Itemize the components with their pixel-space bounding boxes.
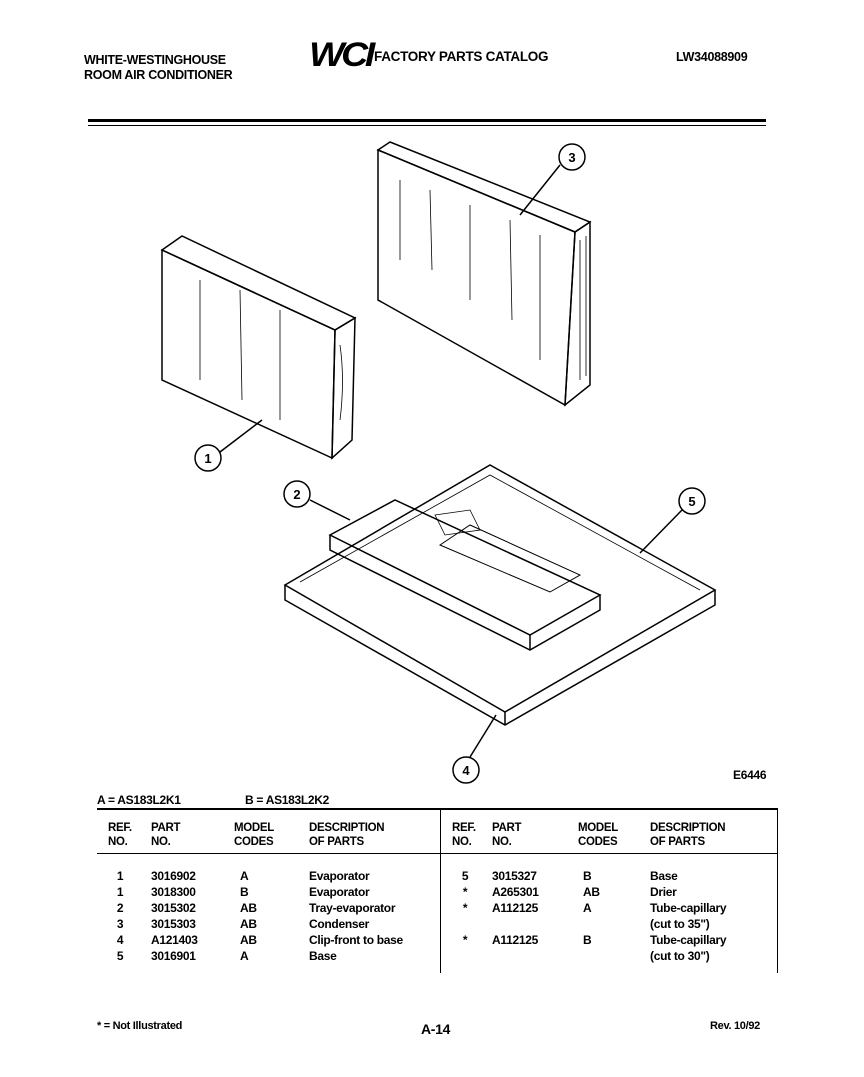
ref-no: 4 (116, 933, 124, 947)
header-ref-right: REF. NO. (452, 822, 476, 848)
ref-no: 5 (461, 869, 469, 883)
part-no: 3015302 (151, 901, 196, 915)
model-code: AB (240, 901, 257, 915)
header-model-right: MODEL CODES (578, 822, 619, 848)
header-model-left: MODEL CODES (234, 822, 275, 848)
description-cont: (cut to 35") (650, 917, 710, 931)
condenser-drawing (378, 142, 590, 405)
callout-4-label: 4 (462, 763, 470, 778)
header-part-left: PART NO. (151, 822, 181, 848)
page-number: A-14 (421, 1021, 451, 1037)
ref-no: * (462, 885, 468, 899)
evaporator-drawing (162, 236, 355, 458)
model-a-legend: A = AS183L2K1 (97, 793, 181, 807)
catalog-title: FACTORY PARTS CATALOG (374, 49, 549, 64)
callout-1-label: 1 (204, 451, 212, 466)
exploded-parts-diagram (0, 130, 864, 790)
table-top-rule (97, 808, 778, 810)
part-no: 3018300 (151, 885, 196, 899)
model-b-legend: B = AS183L2K2 (245, 793, 330, 807)
table-right-border (777, 808, 778, 973)
model-code: A (240, 949, 249, 963)
model-code: B (240, 885, 249, 899)
ref-no: * (462, 901, 468, 915)
brand-line2: ROOM AIR CONDITIONER (84, 68, 233, 82)
model-code: B (583, 933, 592, 947)
part-no: A265301 (492, 885, 539, 899)
description: Clip-front to base (309, 933, 403, 947)
ref-no: 2 (116, 901, 124, 915)
model-code: A (240, 869, 249, 883)
model-code: AB (583, 885, 600, 899)
revision: Rev. 10/92 (710, 1020, 761, 1032)
callout-5 (640, 488, 705, 553)
header-desc-left: DESCRIPTION OF PARTS (309, 822, 385, 848)
figure-id: E6446 (733, 768, 767, 782)
brand-block (84, 53, 232, 83)
part-no: 3015303 (151, 917, 196, 931)
callout-5-label: 5 (688, 494, 696, 509)
model-number: LW34088909 (676, 50, 748, 64)
wci-logo: WCI (309, 36, 372, 74)
description: Tray-evaporator (309, 901, 396, 915)
callout-4 (453, 715, 496, 783)
header-rule (88, 119, 766, 122)
callout-2-label: 2 (293, 487, 301, 502)
header-rule-thin (88, 125, 766, 126)
table-divider (440, 808, 441, 973)
ref-no: 1 (116, 885, 124, 899)
footnote: * = Not Illustrated (97, 1020, 183, 1032)
model-code: AB (240, 917, 257, 931)
callout-3-label: 3 (568, 150, 576, 165)
part-no: 3016901 (151, 949, 196, 963)
part-no: 3016902 (151, 869, 196, 883)
model-code: AB (240, 933, 257, 947)
part-no: 3015327 (492, 869, 537, 883)
description: Tube-capillary (650, 901, 727, 915)
description: Condenser (309, 917, 369, 931)
brand-line1: WHITE-WESTINGHOUSE (84, 53, 226, 67)
ref-no: 1 (116, 869, 124, 883)
base-drawing (285, 465, 715, 725)
description: Drier (650, 885, 677, 899)
description: Base (309, 949, 337, 963)
header-part-right: PART NO. (492, 822, 522, 848)
part-no: A112125 (492, 901, 538, 915)
callout-3 (520, 144, 585, 215)
description: Tube-capillary (650, 933, 727, 947)
part-no: A112125 (492, 933, 538, 947)
header-ref-left: REF. NO. (108, 822, 132, 848)
ref-no: * (462, 933, 468, 947)
ref-no: 5 (116, 949, 124, 963)
description: Base (650, 869, 678, 883)
callout-2 (284, 481, 350, 520)
description: Evaporator (309, 869, 370, 883)
model-code: B (583, 869, 592, 883)
description-cont: (cut to 30") (650, 949, 710, 963)
model-code: A (583, 901, 592, 915)
callout-1 (195, 420, 262, 471)
header-desc-right: DESCRIPTION OF PARTS (650, 822, 726, 848)
part-no: A121403 (151, 933, 198, 947)
table-header-rule (97, 853, 778, 854)
description: Evaporator (309, 885, 370, 899)
ref-no: 3 (116, 917, 124, 931)
tray-evaporator-drawing (330, 500, 600, 650)
